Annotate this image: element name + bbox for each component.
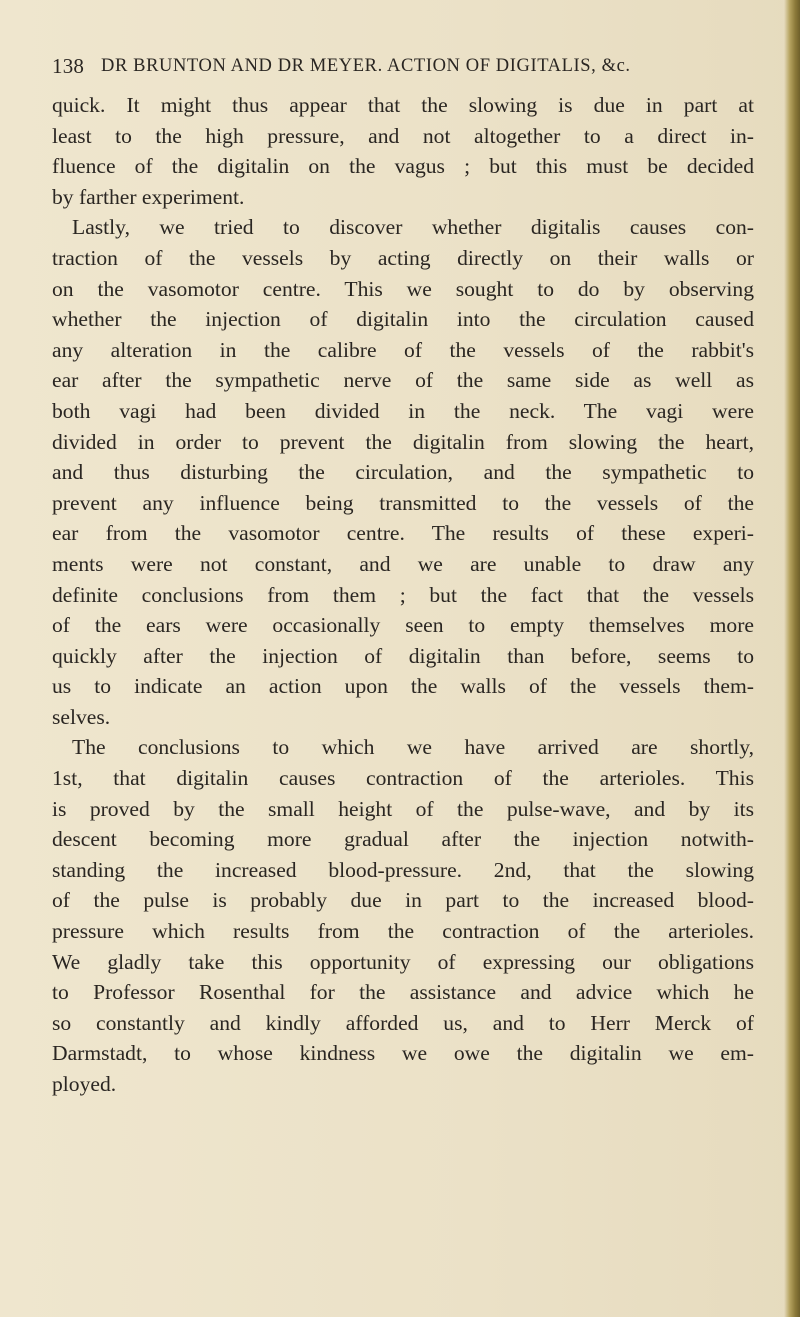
text-line: Darmstadt, to whose kindness we owe the digitalin we em- — [52, 1041, 754, 1066]
text-line: whether the injection of digitalin into the circulation caused — [52, 307, 754, 332]
text-line: is proved by the small height of the pulse-wave, and by its — [52, 796, 754, 821]
text-line: selves. — [52, 704, 111, 729]
paragraph-start-line: The conclusions to which we have arrived are shortly, — [72, 735, 754, 760]
text-line: any alteration in the calibre of the vessels of the rabbit's — [52, 337, 754, 362]
text-line: divided in order to prevent the digitalin from slowing the heart, — [52, 429, 754, 454]
text-line: descent becoming more gradual after the injection notwith- — [52, 827, 754, 852]
text-line: pressure which results from the contraction of the arterioles. — [52, 919, 754, 944]
page-edge-shadow — [784, 0, 800, 1317]
text-line: to Professor Rosenthal for the assistance and advice which he — [52, 980, 754, 1005]
text-line: both vagi had been divided in the neck. The vagi were — [52, 398, 754, 423]
text-line: definite conclusions from them ; but the fact that the vessels — [52, 582, 754, 607]
text-line: of the ears were occasionally seen to empty themselves more — [52, 613, 754, 638]
page-number: 138 — [52, 54, 85, 78]
running-title: DR BRUNTON AND DR MEYER. ACTION OF DIGITALIS, &c. — [101, 56, 631, 76]
text-line: ear from the vasomotor centre. The results of these experi- — [52, 521, 754, 546]
body-text — [52, 90, 754, 1100]
text-line: traction of the vessels by acting directly on their walls or — [52, 245, 754, 270]
text-line: and thus disturbing the circulation, and the sympathetic to — [52, 460, 754, 485]
text-line: so constantly and kindly afforded us, and to Herr Merck of — [52, 1010, 754, 1035]
text-line: We gladly take this opportunity of expressing our obligations — [52, 949, 754, 974]
running-header — [52, 54, 752, 86]
text-line: ployed. — [52, 1072, 117, 1096]
text-line: ear after the sympathetic nerve of the same side as well as — [52, 368, 754, 393]
paragraph-start-line: Lastly, we tried to discover whether digitalis causes con- — [72, 215, 754, 240]
text-line: fluence of the digitalin on the vagus ; but this must be decided — [52, 154, 754, 179]
text-line: of the pulse is probably due in part to the increased blood- — [52, 888, 754, 913]
text-line: prevent any influence being transmitted to the vessels of the — [52, 490, 754, 515]
text-line: standing the increased blood-pressure. 2nd, that the slowing — [52, 857, 754, 882]
text-line: on the vasomotor centre. This we sought to do by observing — [52, 276, 754, 301]
text-line: by farther experiment. — [52, 184, 245, 209]
text-line: quickly after the injection of digitalin than before, seems to — [52, 643, 754, 668]
text-line: us to indicate an action upon the walls of the vessels them- — [52, 674, 754, 699]
text-line: 1st, that digitalin causes contraction of the arterioles. This — [52, 766, 754, 791]
text-line: quick. It might thus appear that the slowing is due in part at — [52, 93, 754, 117]
text-line: ments were not constant, and we are unable to draw any — [52, 551, 754, 576]
text-line: least to the high pressure, and not altogether to a direct in- — [52, 123, 754, 148]
